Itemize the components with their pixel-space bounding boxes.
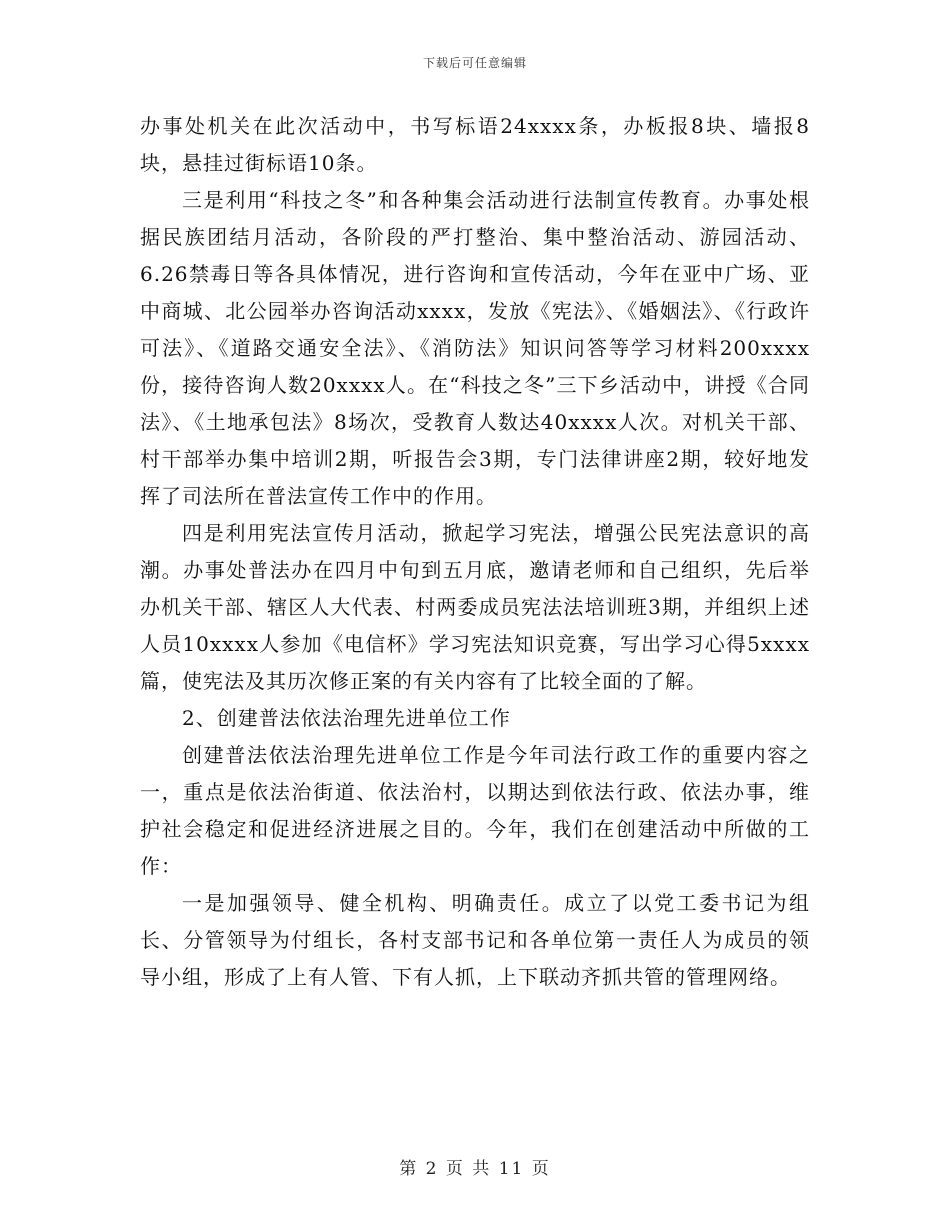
- paragraph-1: 办事处机关在此次活动中，书写标语24xxxx条，办板报8块、墙报8块，悬挂过街标语10条。: [140, 114, 810, 175]
- page-number-footer: 第 2 页 共 11 页: [399, 1159, 551, 1179]
- section-heading: 2、创建普法依法治理先进单位工作: [182, 706, 511, 730]
- document-body: [140, 108, 810, 996]
- paragraph-3: 四是利用宪法宣传月活动，掀起学习宪法，增强公民宪法意识的高潮。办事处普法办在四月中旬到五月底，邀请老师和自己组织，先后举办机关干部、辖区人大代表、村两委成员宪法法培训班3期，并组织上述人员10xxxx人参加《电信杯》学习宪法知识竞赛，写出学习心得5xxxx篇，使宪法及其历次修正案的有关内容有了比较全面的了解。: [140, 521, 810, 693]
- paragraph-2: 三是利用“科技之冬”和各种集会活动进行法制宣传教育。办事处根据民族团结月活动，各阶段的严打整治、集中整治活动、游园活动、6.26禁毒日等各具体情况，进行咨询和宣传活动，今年在亚中广场、亚中商城、北公园举办咨询活动xxxx，发放《宪法》、《婚姻法》、《行政许可法》、《道路交通安全法》、《消防法》知识问答等学习材料200xxxx份，接待咨询人数20xxxx人。在“科技之冬”三下乡活动中，讲授《合同法》、《土地承包法》8场次，受教育人数达40xxxx人次。对机关干部、村干部举办集中培训2期，听报告会3期，专门法律讲座2期，较好地发挥了司法所在普法宣传工作中的作用。: [140, 188, 810, 508]
- paragraph-5: 一是加强领导、健全机构、明确责任。成立了以党工委书记为组长、分管领导为付组长，各村支部书记和各单位第一责任人为成员的领导小组，形成了上有人管、下有人抓，上下联动齐抓共管的管理网络。: [140, 891, 810, 989]
- paragraph-4: 创建普法依法治理先进单位工作是今年司法行政工作的重要内容之一，重点是依法治街道、依法治村，以期达到依法行政、依法办事，维护社会稳定和促进经济进展之目的。今年，我们在创建活动中所做的工作：: [140, 743, 810, 878]
- page-header: 下载后可任意编辑: [422, 56, 527, 70]
